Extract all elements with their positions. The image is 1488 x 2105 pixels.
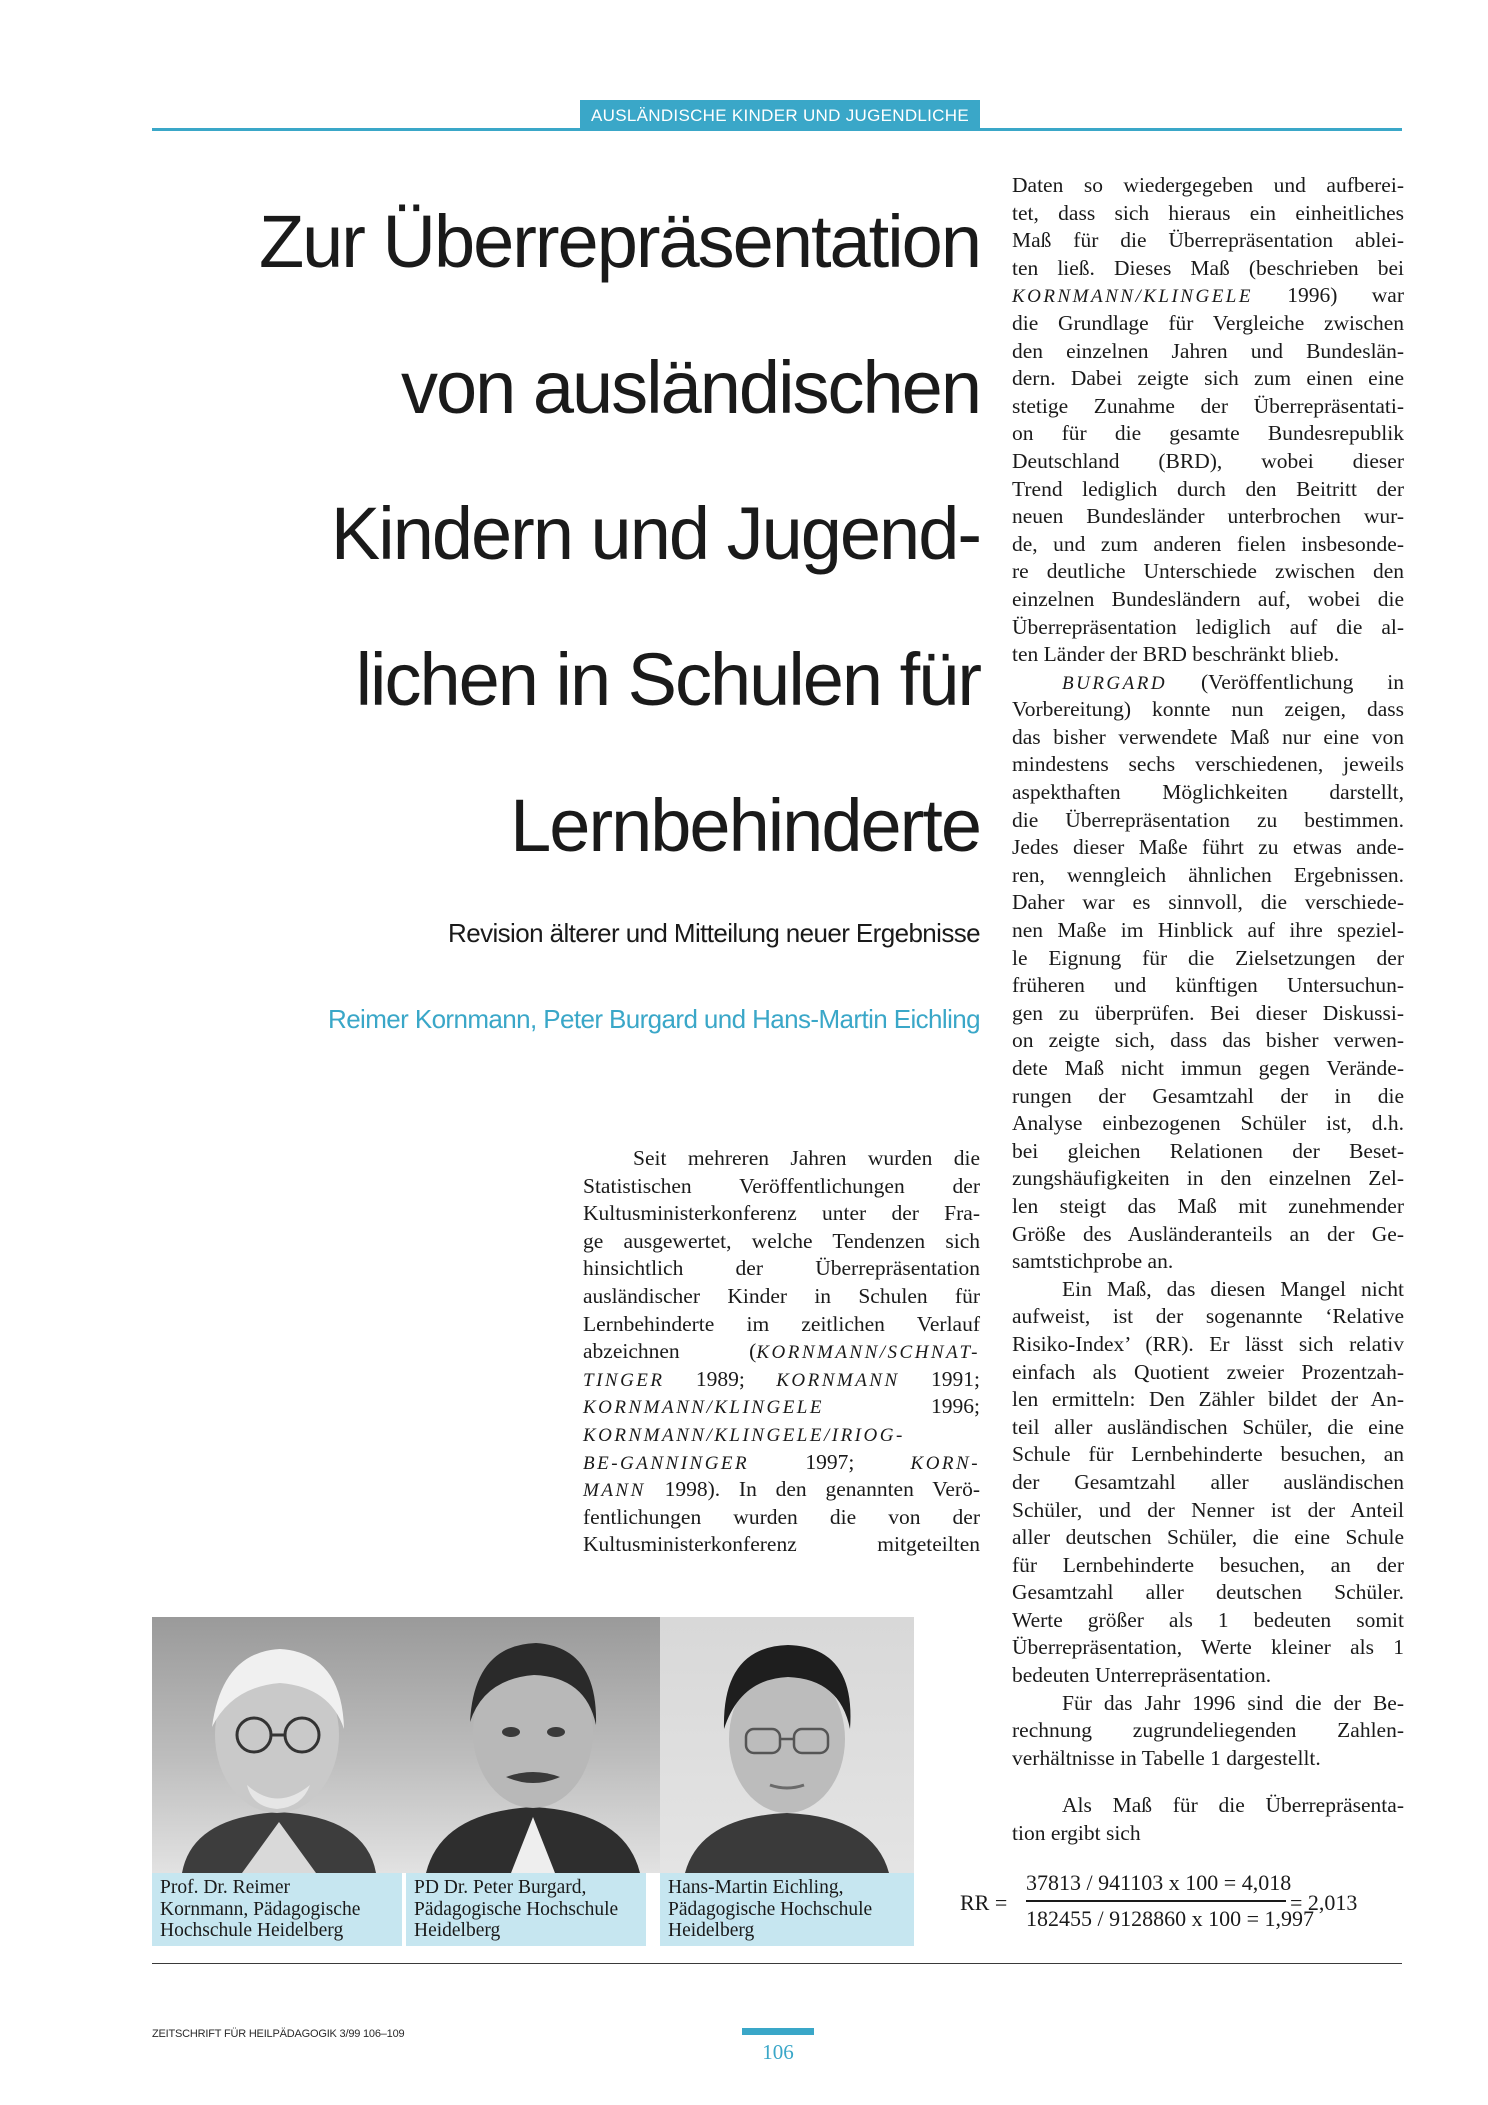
body-line: teil aller ausländischen Schüler, die eine xyxy=(1012,1414,1404,1439)
body-line: Kultusministerkonferenz mitgeteilten xyxy=(583,1532,980,1557)
page-number: 106 xyxy=(762,2040,794,2064)
page-number-bar xyxy=(742,2028,814,2035)
fraction-bar xyxy=(1026,1900,1286,1902)
body-line: Deutschland (BRD), wobei dieser xyxy=(1012,448,1404,473)
body-line: Maß für die Überrepräsentation ablei- xyxy=(1012,228,1404,253)
body-line: Ein Maß, das diesen Mangel nicht xyxy=(1062,1276,1404,1301)
caption-line: Kornmann, Pädagogische xyxy=(160,1898,361,1920)
body-line: Überrepräsentation, Werte kleiner als 1 xyxy=(1012,1635,1404,1660)
body-line: Gesamtzahl aller deutschen Schüler. xyxy=(1012,1580,1404,1605)
body-line: das bisher verwendete Maß nur eine von xyxy=(1012,724,1404,749)
caption-line: Heidelberg xyxy=(414,1920,501,1941)
citation-author: BURGARD xyxy=(1062,672,1168,694)
body-line: einzelnen Bundesländern auf, wobei die xyxy=(1012,586,1404,611)
body-line: Analyse einbezogenen Schüler ist, d.h. xyxy=(1012,1111,1404,1136)
body-line: ge ausgewertet, welche Tendenzen sich xyxy=(583,1228,980,1253)
body-line: tet, dass sich hieraus ein einheitliches xyxy=(1012,200,1404,225)
body-line: le Eignung für die Zielsetzungen der xyxy=(1012,945,1404,970)
body-line: Daher war es sinnvoll, die verschiede- xyxy=(1012,890,1404,915)
body-text: abzeichnen ( xyxy=(583,1339,757,1364)
body-line: Risiko-Index’ (RR). Er lässt sich relativ xyxy=(1012,1331,1404,1356)
body-line: Größe des Ausländeranteils an der Ge- xyxy=(1012,1221,1404,1246)
formula-lhs: RR = xyxy=(960,1890,1008,1915)
body-line: stetige Zunahme der Überrepräsentati- xyxy=(1012,393,1404,418)
article-title-line-3: Kindern und Jugend- xyxy=(330,492,980,575)
body-line: nen Maße im Hinblick auf ihre speziel- xyxy=(1012,918,1404,943)
body-line: Lernbehinderte im zeitlichen Verlauf xyxy=(583,1311,980,1336)
body-line: fentlichungen wurden die von der xyxy=(583,1504,980,1529)
body-line: len steigt das Maß mit zunehmender xyxy=(1012,1193,1404,1218)
caption-line: Pädagogische Hochschule xyxy=(668,1898,873,1920)
body-line: on zeigte sich, dass das bisher verwen- xyxy=(1012,1028,1404,1053)
body-line: Als Maß für die Überrepräsenta- xyxy=(1062,1793,1404,1818)
body-line: den einzelnen Jahren und Bundeslän- xyxy=(1012,338,1404,363)
body-line: früheren und künftigen Untersuchun- xyxy=(1012,973,1404,998)
body-line: rechnung zugrundeliegenden Zahlen- xyxy=(1012,1718,1404,1743)
citation-author: KORNMANN/KLINGELE xyxy=(1012,286,1253,308)
citation-author: KORNMANN/SCHNAT- xyxy=(756,1342,980,1364)
citation-year: 1991; xyxy=(931,1366,980,1391)
citation-author: MANN xyxy=(583,1480,646,1502)
article-authors: Reimer Kornmann, Peter Burgard und Hans-Martin Eichling xyxy=(328,1004,980,1034)
body-line: bei gleichen Relationen der Beset- xyxy=(1012,1138,1404,1163)
author-photo-kornmann xyxy=(152,1617,406,1873)
body-line: rungen der Gesamtzahl der in die xyxy=(1012,1083,1404,1108)
body-line: Jedes dieser Maße führt zu etwas ande- xyxy=(1012,835,1404,860)
formula-result: = 2,013 xyxy=(1290,1890,1358,1915)
citation-author: KORN- xyxy=(910,1452,981,1474)
body-line: tion ergibt sich xyxy=(1012,1821,1141,1846)
body-line: len ermitteln: Den Zähler bildet der An- xyxy=(1012,1387,1404,1412)
body-line: dete Maß nicht immun gegen Verände- xyxy=(1012,1056,1404,1080)
body-line: Schüler, und der Nenner ist der Anteil xyxy=(1012,1497,1404,1522)
body-line: aspekthaften Möglichkeiten darstellt, xyxy=(1012,780,1404,805)
body-line: ten ließ. Dieses Maß (beschrieben bei xyxy=(1012,255,1404,280)
body-line: Seit mehreren Jahren wurden die xyxy=(633,1146,980,1170)
body-line: für Lernbehinderte besuchen, an der xyxy=(1012,1552,1404,1577)
body-line: Statistischen Veröffentlichungen der xyxy=(583,1173,980,1198)
caption-line: PD Dr. Peter Burgard, xyxy=(414,1877,587,1898)
body-line xyxy=(583,1338,980,1366)
author-photo-eichling xyxy=(660,1617,914,1873)
author-photo-burgard xyxy=(406,1617,660,1873)
body-line xyxy=(1012,282,1404,310)
section-header: AUSLÄNDISCHE KINDER UND JUGENDLICHE xyxy=(580,100,980,131)
body-line xyxy=(583,1366,980,1394)
citation-author: KORNMANN/KLINGELE xyxy=(583,1397,824,1419)
body-line xyxy=(583,1393,980,1421)
body-line: Überrepräsentation lediglich auf die al- xyxy=(1012,614,1404,639)
citation-year: 1996; xyxy=(931,1394,980,1419)
body-line: Kultusministerkonferenz unter der Fra- xyxy=(583,1201,980,1226)
portrait-illustration xyxy=(406,1617,660,1873)
photo-caption-kornmann xyxy=(152,1873,402,1946)
body-line: Vorbereitung) konnte nun zeigen, dass xyxy=(1012,697,1404,722)
body-line: die Überrepräsentation zu bestimmen. xyxy=(1012,807,1404,832)
photo-caption-eichling xyxy=(660,1873,914,1946)
article-title-line-4: lichen in Schulen für xyxy=(355,638,980,721)
portrait-illustration xyxy=(660,1617,914,1873)
body-line xyxy=(583,1421,980,1449)
article-subtitle: Revision älterer und Mitteilung neuer Ergebnisse xyxy=(448,918,980,948)
body-line: Schule für Lernbehinderte besuchen, an xyxy=(1012,1442,1404,1467)
formula-denominator: 182455 / 9128860 x 100 = 1,997 xyxy=(1026,1906,1315,1931)
body-line: verhältnisse in Tabelle 1 dargestellt. xyxy=(1012,1745,1321,1770)
body-line: Werte größer als 1 bedeuten somit xyxy=(1012,1607,1404,1632)
citation-year: 1989; xyxy=(695,1366,745,1391)
journal-reference: ZEITSCHRIFT FÜR HEILPÄDAGOGIK 3/99 106–109 xyxy=(152,2028,405,2040)
body-line: re deutliche Unterschiede zwischen den xyxy=(1012,559,1404,584)
body-text: 1996) war xyxy=(1287,283,1404,308)
body-line: einfach als Quotient zweier Prozentzah- xyxy=(1012,1359,1404,1384)
body-line: hinsichtlich der Überrepräsentation xyxy=(583,1256,980,1281)
body-line: zungshäufigkeiten in den einzelnen Zel- xyxy=(1012,1166,1404,1191)
rr-formula xyxy=(960,1868,1405,1938)
paragraph-gap xyxy=(1012,1772,1404,1792)
footer-rule xyxy=(152,1963,1402,1964)
body-line: ausländischer Kinder in Schulen für xyxy=(583,1283,980,1308)
body-line: dern. Dabei zeigte sich zum einen eine xyxy=(1012,366,1404,391)
body-line: aufweist, ist der sogenannte ‘Relative xyxy=(1012,1304,1404,1329)
formula-fraction xyxy=(1026,1868,1315,1934)
article-title-line-5: Lernbehinderte xyxy=(510,784,980,867)
body-line xyxy=(583,1449,980,1477)
citation-author: KORNMANN/KLINGELE/IRIOG- xyxy=(583,1424,905,1446)
body-text: (Veröffentlichung in xyxy=(1200,669,1405,694)
caption-line: Hans-Martin Eichling, xyxy=(668,1877,844,1898)
portrait-illustration xyxy=(152,1617,406,1873)
body-line: bedeuten Unterrepräsentation. xyxy=(1012,1663,1272,1688)
formula-numerator: 37813 / 941103 x 100 = 4,018 xyxy=(1026,1870,1292,1895)
body-line: mindestens sechs verschiedenen, jeweils xyxy=(1012,752,1404,777)
body-line: die Grundlage für Vergleiche zwischen xyxy=(1012,310,1404,335)
caption-line: Prof. Dr. Reimer xyxy=(160,1877,290,1898)
citation-author: TINGER xyxy=(583,1369,665,1391)
citation-author: BE-GANNINGER xyxy=(583,1452,750,1474)
body-line: Trend lediglich durch den Beitritt der xyxy=(1012,476,1404,501)
body-line: aller deutschen Schüler, die eine Schule xyxy=(1012,1525,1404,1550)
body-line: Für das Jahr 1996 sind die der Be- xyxy=(1062,1690,1404,1715)
body-line: ten Länder der BRD beschränkt blieb. xyxy=(1012,642,1340,667)
caption-line: Pädagogische Hochschule xyxy=(414,1898,619,1920)
article-title-line-1: Zur Überrepräsentation xyxy=(258,200,980,283)
body-text: 1998). In den genannten Verö- xyxy=(664,1477,980,1502)
article-title-line-2: von ausländischen xyxy=(401,346,980,429)
body-line: on für die gesamte Bundesrepublik xyxy=(1012,421,1404,446)
body-line: samtstichprobe an. xyxy=(1012,1249,1174,1274)
caption-line: Hochschule Heidelberg xyxy=(160,1920,344,1941)
citation-year: 1997; xyxy=(805,1449,855,1474)
body-line: der Gesamtzahl aller ausländischen xyxy=(1012,1469,1404,1494)
body-line: Daten so wiedergegeben und aufberei- xyxy=(1012,173,1404,197)
body-line xyxy=(1012,669,1404,697)
caption-line: Heidelberg xyxy=(668,1920,755,1941)
body-column-left xyxy=(583,1145,980,1559)
body-line: neuen Bundesländer unterbrochen wur- xyxy=(1012,504,1404,529)
citation-author: KORNMANN xyxy=(776,1369,900,1391)
body-line: ren, wenngleich ähnlichen Ergebnissen. xyxy=(1012,862,1404,887)
body-line xyxy=(583,1476,980,1504)
photo-caption-burgard xyxy=(406,1873,646,1946)
body-column-right xyxy=(1012,172,1404,1848)
body-line: de, und zum anderen fielen insbesonde- xyxy=(1012,531,1404,556)
body-line: gen zu überprüfen. Bei dieser Diskussi- xyxy=(1012,1000,1404,1025)
